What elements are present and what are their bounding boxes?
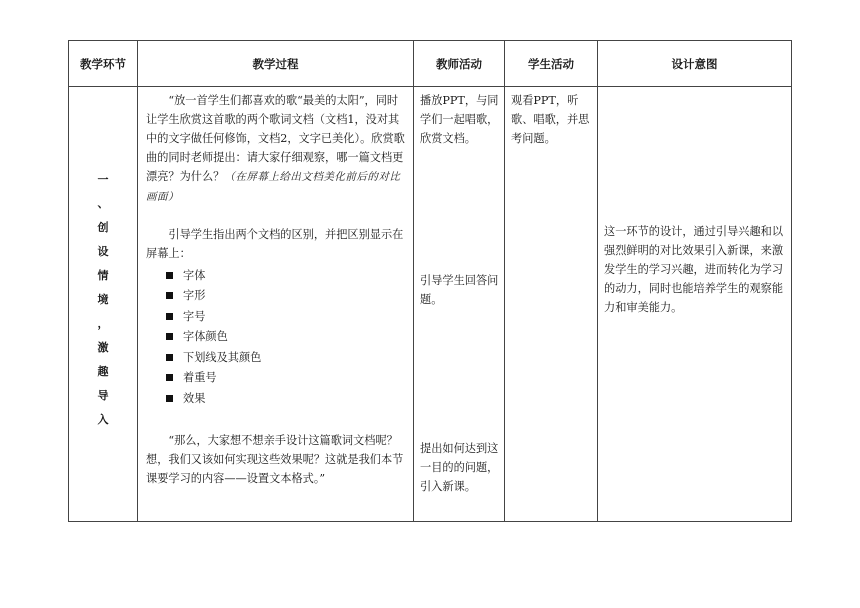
teacher-activity-1: 播放PPT，与同学们一起唱歌，欣赏文档。 — [420, 94, 499, 145]
teacher-activity-2: 引导学生回答问题。 — [420, 274, 499, 306]
stage-char: 导 — [97, 389, 109, 402]
process-guide: 引导学生指出两个文档的区别，并把区别显示在屏幕上： — [146, 228, 404, 260]
feature-list — [146, 265, 407, 409]
stage-char: 设 — [97, 245, 109, 258]
feature-item — [166, 265, 407, 286]
square-bullet-icon — [166, 333, 173, 340]
stage-char: 、 — [97, 197, 109, 210]
process-cell — [138, 87, 414, 522]
feature-label: 着重号 — [183, 371, 217, 385]
square-bullet-icon — [166, 292, 173, 299]
teacher-activities — [420, 91, 500, 521]
stage-cell — [69, 87, 138, 522]
feature-item — [166, 327, 407, 348]
square-bullet-icon — [166, 374, 173, 381]
square-bullet-icon — [166, 395, 173, 402]
header-design: 设计意图 — [598, 41, 792, 87]
process-intro — [146, 91, 407, 207]
square-bullet-icon — [166, 354, 173, 361]
stage-char: 激 — [97, 341, 109, 354]
process-closing: “那么，大家想不想亲手设计这篇歌词文档呢？想，我们又该如何实现这些效果呢？这就是我们本节课要学习的内容——设置文本格式。” — [146, 433, 404, 485]
header-process: 教学过程 — [138, 41, 414, 87]
teacher-activity-3: 提出如何达到这一目的的问题，引入新课。 — [420, 442, 499, 493]
lesson-plan-table — [68, 40, 792, 522]
header-teacher: 教师活动 — [414, 41, 505, 87]
student-cell — [505, 87, 598, 522]
design-cell — [598, 87, 792, 522]
header-student: 学生活动 — [505, 41, 598, 87]
teacher-cell — [414, 87, 505, 522]
feature-item — [166, 388, 407, 409]
stage-title — [69, 168, 137, 432]
feature-item — [166, 368, 407, 389]
stage-char: 情 — [97, 269, 109, 282]
feature-label: 字体颜色 — [183, 330, 228, 344]
stage-char: 一 — [97, 173, 109, 186]
feature-label: 字体 — [183, 268, 206, 282]
feature-label: 字号 — [183, 309, 206, 323]
stage-char: 入 — [97, 413, 109, 426]
header-stage: 教学环节 — [69, 41, 138, 87]
design-intent: 这一环节的设计，通过引导兴趣和以强烈鲜明的对比效果引入新课，来激发学生的学习兴趣，进而转化为学习的动力，同时也能培养学生的观察能力和审美能力。 — [604, 224, 784, 314]
stage-char: 趣 — [97, 365, 109, 378]
header-row — [69, 41, 792, 87]
process-hint: （在屏幕上给出文档美化前后的对比画面） — [146, 171, 401, 203]
feature-label: 字形 — [183, 289, 206, 303]
feature-item — [166, 347, 407, 368]
process-intro-text: “放一首学生们都喜欢的歌“最美的太阳”，同时让学生欣赏这首歌的两个歌词文档（文档1，没对其中的文字做任何修饰，文档2，文字已美化）。欣赏歌曲的同时老师提出：请大家仔细观察，哪一篇文档更漂亮？为什么？ — [146, 94, 405, 183]
feature-item — [166, 306, 407, 327]
stage-char: 境 — [97, 293, 109, 306]
student-activity-1: 观看PPT，听歌、唱歌，并思考问题。 — [511, 94, 590, 145]
feature-item — [166, 286, 407, 307]
feature-label: 下划线及其颜色 — [183, 350, 262, 364]
stage-char: 创 — [97, 221, 109, 234]
content-row — [69, 87, 792, 522]
stage-char: ， — [97, 317, 109, 330]
square-bullet-icon — [166, 272, 173, 279]
feature-label: 效果 — [183, 391, 206, 405]
square-bullet-icon — [166, 313, 173, 320]
